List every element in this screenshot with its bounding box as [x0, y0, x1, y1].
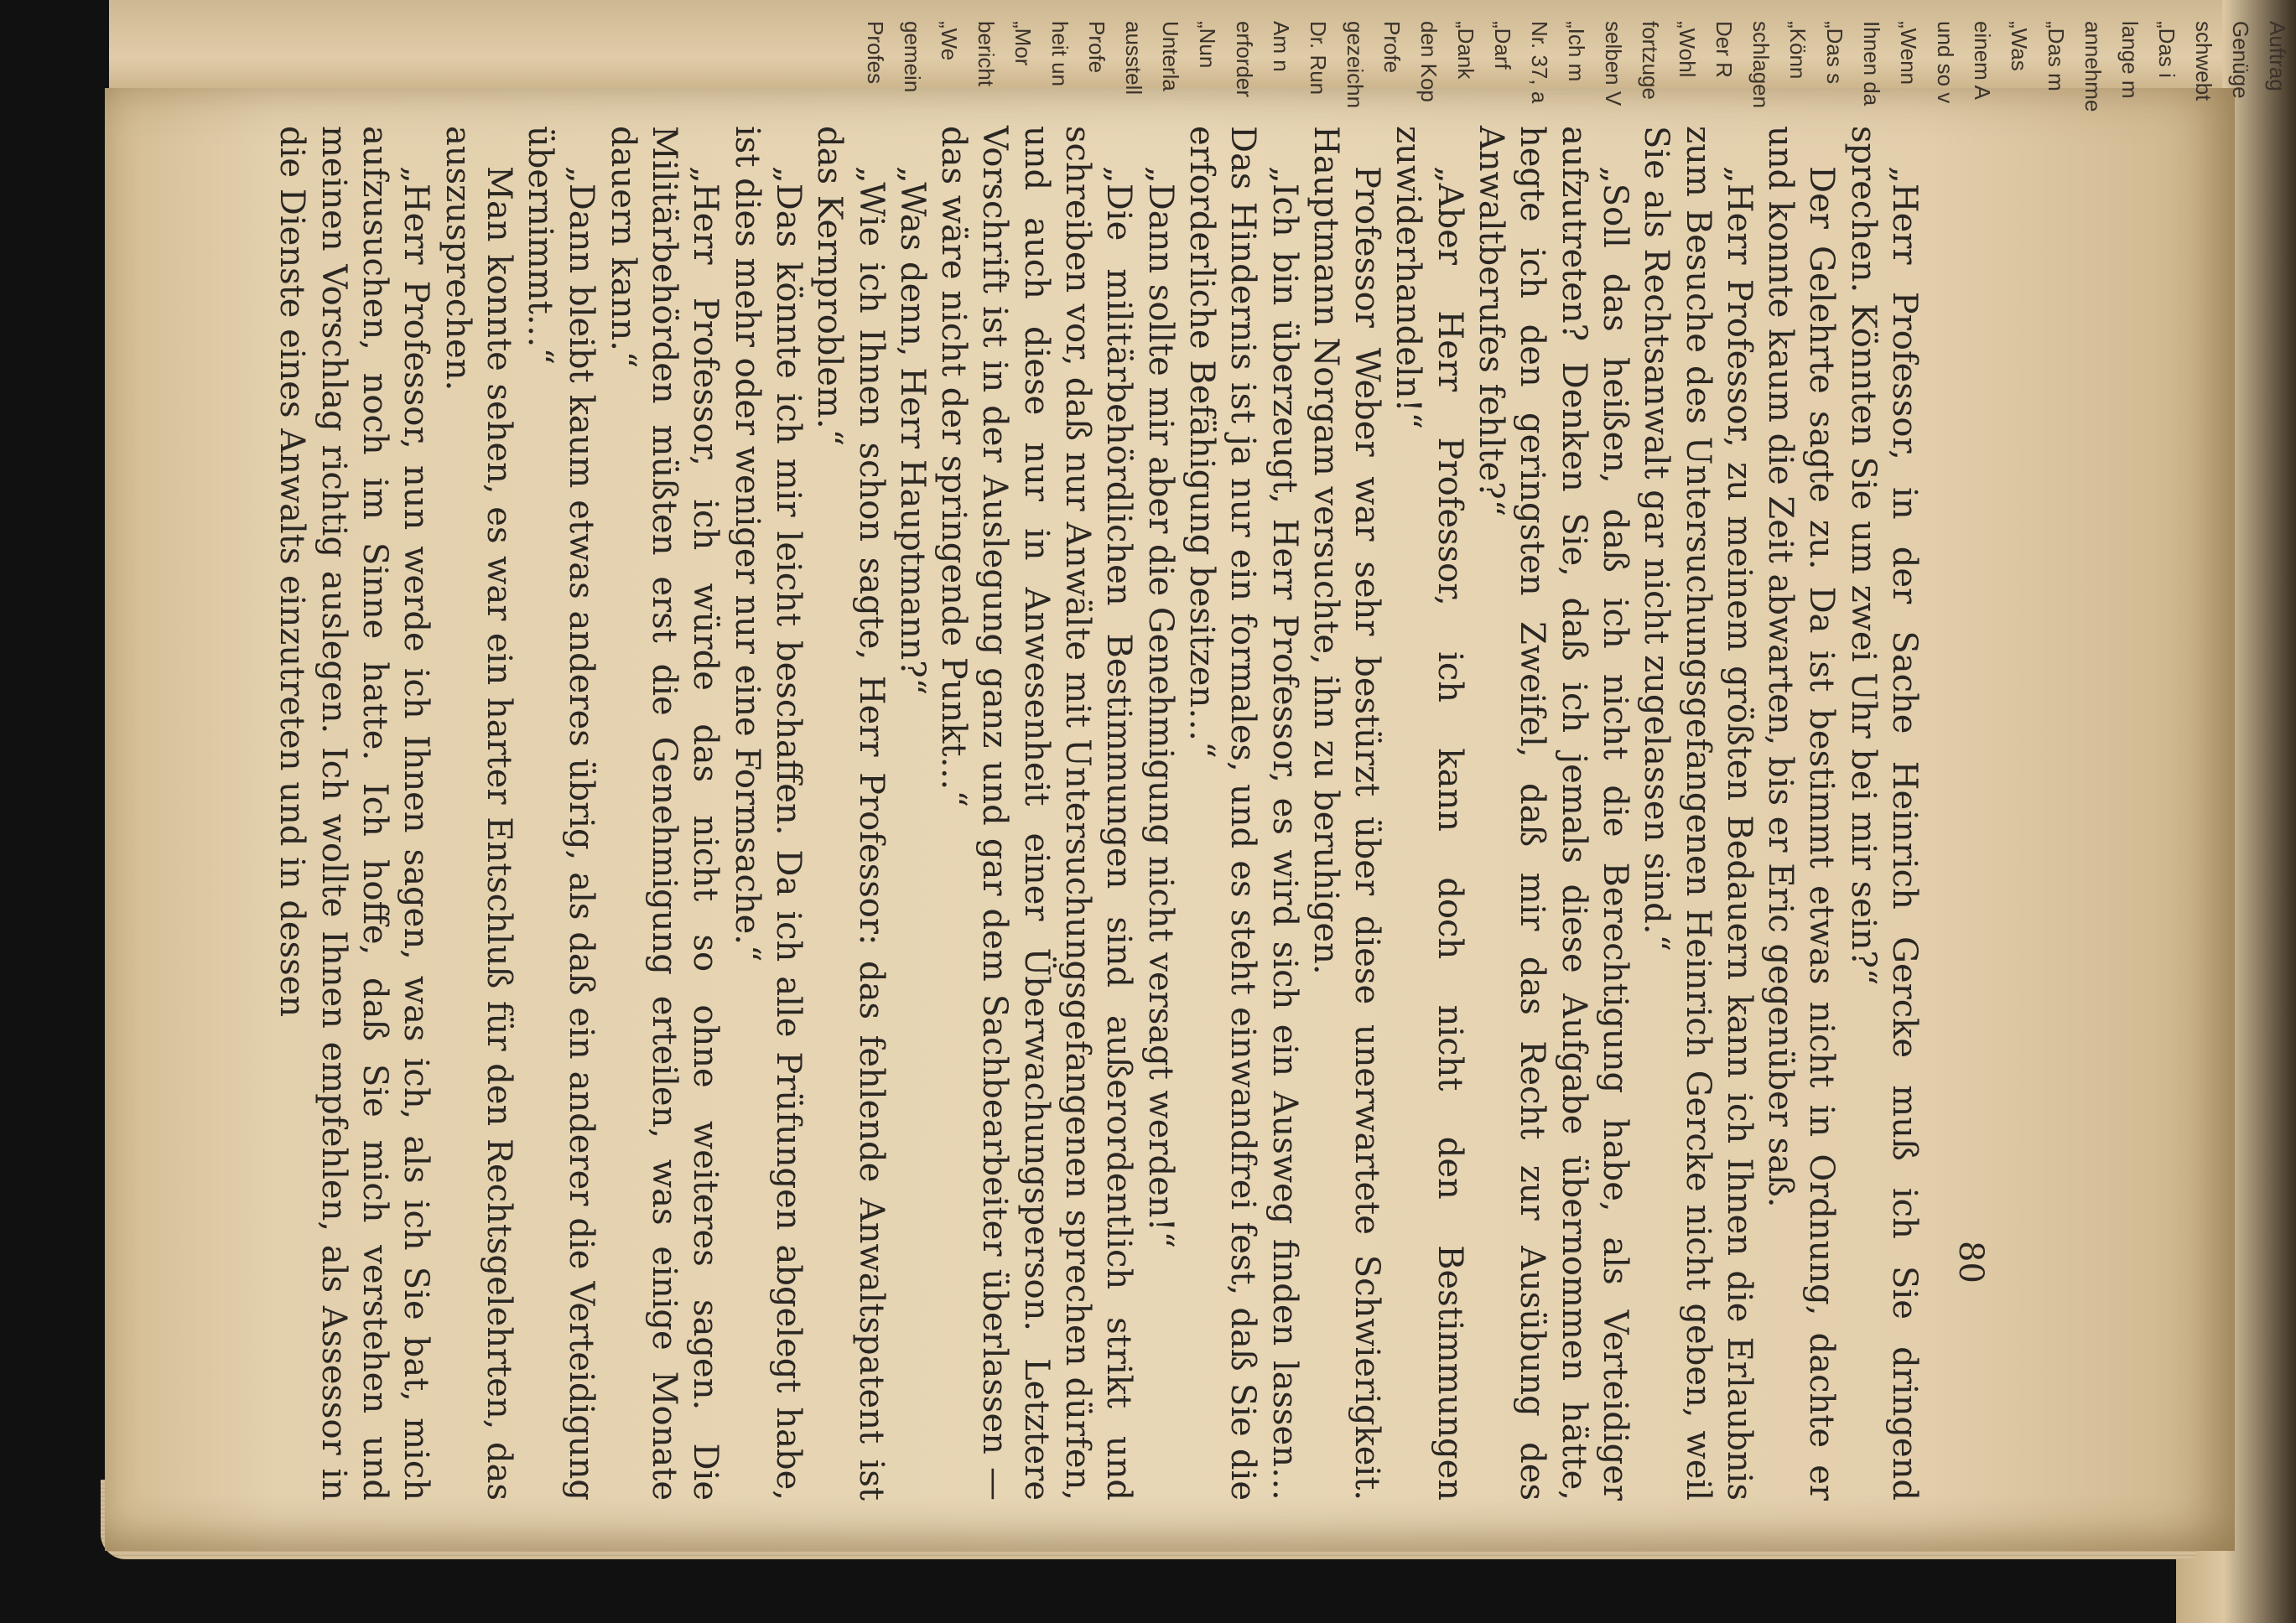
paragraph: „Wie ich Ihnen schon sagte, Herr Professor: das fehlende Anwaltspatent ist das Kernproblem.“	[810, 126, 891, 1501]
next-page-fragment: „Mor	[1010, 21, 1036, 66]
next-page-fragment: „Nun	[1195, 21, 1220, 69]
next-page-fragment: selben V	[1601, 21, 1626, 106]
paragraph: Man konnte sehen, es war ein harter Entschluß für den Rechtsgelehrten, das auszusprechen.	[438, 126, 518, 1501]
next-page-fragment: Dr. Run	[1306, 21, 1331, 96]
next-page-fragment: heit un	[1047, 21, 1073, 87]
paragraph: „Soll das heißen, daß ich nicht die Berechtigung habe, als Verteidiger aufzutreten? Denken Sie, daß ich jemals diese Aufgabe übernommen hätte, hegte ich den geringsten Zweifel, daß mir das Recht zur Ausübung des Anwaltberufes fehlte?“	[1472, 126, 1634, 1501]
next-page-fragment: Auftrag	[2265, 21, 2290, 91]
paragraph: „Was denn, Herr Hauptmann?“	[892, 166, 932, 696]
next-page-fragment: lange m	[2117, 21, 2143, 99]
paragraph: „Herr Professor, zu meinem größten Bedauern kann ich Ihnen die Erlaubnis zum Besuche des Untersuchungsgefangenen Heinrich Gercke nicht geben, weil Sie als Rechtsanwalt gar nicht zugelassen sind.“	[1637, 126, 1758, 1501]
paragraph: „Das könnte ich mir leicht beschaffen. Da ich alle Prüfungen abgelegt habe, ist dies mehr oder weniger nur eine Formsache.“	[727, 126, 808, 1501]
next-page-fragment: schwebt	[2191, 21, 2216, 101]
next-page-fragment: Genüge	[2228, 21, 2253, 99]
next-page-fragment: „We	[937, 21, 962, 61]
next-page-fragment: „Das i	[2154, 21, 2179, 78]
next-page-fragment: einem A	[1970, 21, 1995, 100]
paragraph: „Herr Professor, nun werde ich Ihnen sagen, was ich, als ich Sie bat, mich aufzusuchen, noch im Sinne hatte. Ich hoffe, daß Sie mich verstehen und meinen Vorschlag richtig auslegen. Ich wollte Ihnen empfehlen, als Assessor in die Dienste eines Anwalts einzutreten und in dessen	[273, 126, 436, 1501]
page-number: 80	[1951, 1241, 1990, 1283]
next-page-fragment: fortzuge	[1638, 21, 1663, 100]
next-page-fragment: „Das s	[1822, 21, 1847, 85]
paragraph: „Die militärbehördlichen Bestimmungen sind außerordentlich strikt und schreiben vor, daß nur Anwälte mit Untersuchungsgefangenen sprechen dürfen, und auch diese nur in Anwesenheit einer Überwachungsperson. Letztere Vorschrift ist in der Auslegung ganz und gar dem Sachbearbeiter überlassen — das wäre nicht der springende Punkt…“	[934, 126, 1139, 1501]
next-page-fragment: Profe	[1084, 21, 1109, 74]
next-page-fragment: ausstell	[1121, 21, 1146, 96]
next-page-fragment: „Wenn	[1896, 21, 1921, 86]
next-page-fragment: „Was	[2007, 21, 2032, 71]
paragraph: Der Gelehrte sagte zu. Da ist bestimmt etwas nicht in Ordnung, dachte er und konnte kaum die Zeit abwarten, bis er Eric gegenüber saß.	[1761, 126, 1841, 1501]
next-page-fragment: „Könn	[1785, 21, 1810, 80]
paragraph: „Ich bin überzeugt, Herr Professor, es wird sich ein Ausweg finden lassen… Das Hindernis ist ja nur ein formales, und es steht einwandfrei fest, daß Sie die erforderliche Befähigung besitzen…“	[1182, 126, 1304, 1501]
next-page-fragment: gezeichn	[1343, 21, 1368, 109]
next-page-fragment: Profes	[863, 21, 888, 85]
paragraph: „Herr Professor, ich würde das nicht so ohne weiteres sagen. Die Militärbehörden müßten erst die Genehmigung erteilen, was einige Monate dauern kann.“	[603, 126, 725, 1501]
next-page-fragment: „Wohl	[1675, 21, 1700, 78]
next-page-fragment: schlagen	[1748, 21, 1774, 109]
next-page-fragment: Nr. 37, a	[1527, 21, 1552, 104]
next-page-fragment: annehme	[2080, 21, 2106, 112]
next-page-fragment: Ihnen da	[1859, 21, 1884, 106]
next-page-fragment: „Darf	[1490, 21, 1515, 70]
paragraph: „Herr Professor, in der Sache Heinrich Gercke muß ich Sie dringend sprechen. Könnten Sie um zwei Uhr bei mir sein?“	[1843, 126, 1924, 1501]
next-page-text-fragments	[857, 21, 2296, 1614]
next-page-fragment: den Kop	[1416, 21, 1441, 102]
next-page-fragment: „Dank	[1453, 21, 1478, 80]
paragraph: Professor Weber war sehr bestürzt über diese unerwartete Schwierigkeit. Hauptmann Norgam versuchte, ihn zu beruhigen.	[1306, 126, 1387, 1501]
next-page-fragment: gemein	[900, 21, 925, 93]
next-page-fragment: erforder	[1232, 21, 1257, 98]
next-page-fragment: bericht	[974, 21, 999, 87]
next-page-fragment: „Das m	[2044, 21, 2069, 91]
next-page-fragment: Profe	[1379, 21, 1405, 74]
next-page-fragment: Am n	[1269, 21, 1294, 72]
paragraph: „Dann bleibt kaum etwas anderes übrig, als daß ein anderer die Verteidigung übernimmt…“	[521, 126, 601, 1501]
next-page-fragment: Unterla	[1158, 21, 1183, 91]
next-page-fragment: und so v	[1933, 21, 1958, 104]
next-page-fragment: Der R	[1712, 21, 1737, 78]
next-page-fragment: „Ich m	[1564, 21, 1589, 82]
paragraph: „Aber Herr Professor, ich kann doch nicht den Bestimmungen zuwiderhandeln!“	[1389, 126, 1469, 1501]
paragraph: „Dann sollte mir aber die Genehmigung nicht versagt werden!“	[1140, 166, 1180, 1249]
